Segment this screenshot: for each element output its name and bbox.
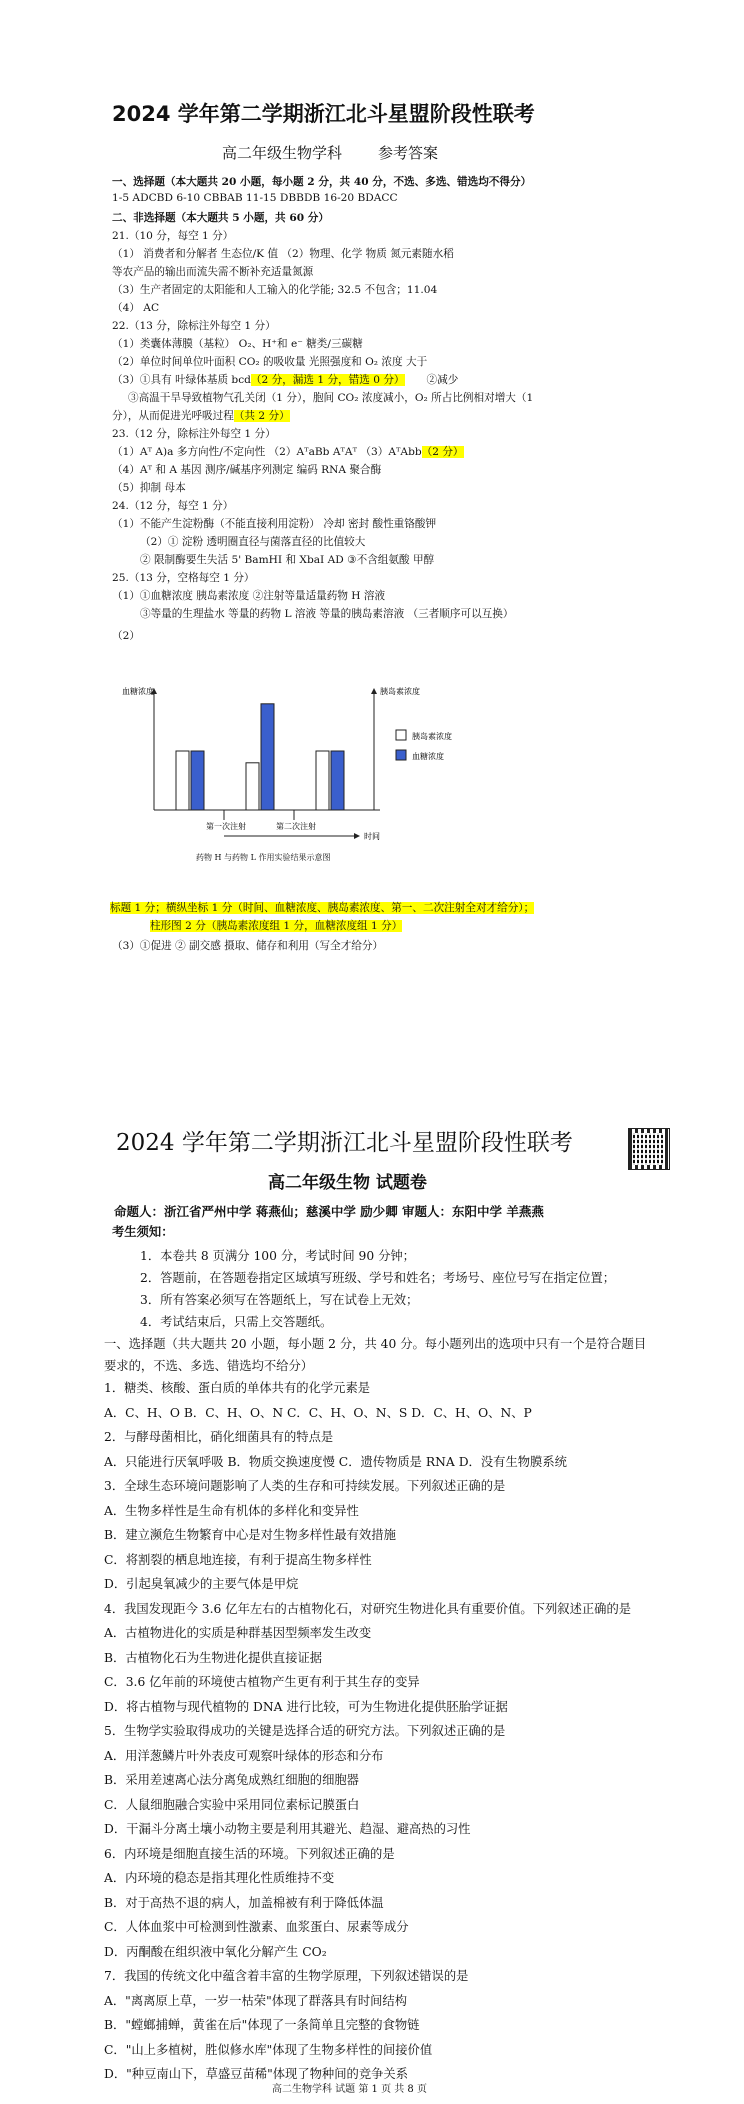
page-footer: 高二生物学科 试题 第 1 页 共 8 页 [272, 2084, 427, 2095]
answer-line: 23.（12 分，除标注外每空 1 分） [112, 428, 276, 440]
legend-glucose-label: 血糖浓度 [412, 752, 444, 761]
question-option: D．干漏斗分离土壤小动物主要是利用其避光、趋湿、避高热的习性 [104, 1822, 471, 1836]
question-stem: 7．我国的传统文化中蕴含着丰富的生物学原理，下列叙述错误的是 [104, 1969, 469, 1983]
answer-line [110, 900, 534, 915]
answer-line [150, 918, 402, 933]
answer-line: 25.（13 分，空格每空 1 分） [112, 572, 255, 584]
question-option: C．将割裂的栖息地连接，有利于提高生物多样性 [104, 1552, 372, 1567]
answer-line [112, 444, 464, 459]
answer-line: （3）生产者固定的太阳能和人工输入的化学能; 32.5 不包含；11.04 [112, 284, 438, 296]
answer-line [112, 372, 458, 387]
answer-line: 等农产品的输出而流失需不断补充适量氮源 [112, 266, 314, 278]
exam-subtitle: 高二年级生物 试题卷 [268, 1173, 427, 1193]
answer-title: 2024 学年第二学期浙江北斗星盟阶段性联考 [112, 102, 535, 126]
question-option: B．对于高热不退的病人，加盖棉被有利于降低体温 [104, 1895, 384, 1910]
answer-line: 24.（12 分，每空 1 分） [112, 500, 234, 512]
notice-item: 2．答题前，在答题卷指定区域填写班级、学号和姓名；考场号、座位号写在指定位置； [140, 1271, 616, 1285]
answer-line: 22.（13 分，除标注外每空 1 分） [112, 320, 276, 332]
q25-2-scoring-1: 标题 1 分；横纵坐标 1 分（时间、血糖浓度、胰岛素浓度、第一、二次注射全对才给分）； [110, 902, 535, 914]
question-option: A．只能进行厌氧呼吸 B．物质交换速度慢 C．遗传物质是 RNA D．没有生物膜系统 [104, 1454, 567, 1469]
question-option: A．古植物进化的实质是种群基因型频率发生改变 [104, 1626, 372, 1640]
answer-line: ② 限制酶要生失活 5' BamHI 和 XbaI AD ③不含组氨酸 甲醇 [140, 554, 435, 566]
x-axis-label: 时间 [364, 832, 380, 841]
answer-line: （4）Aᵀ 和 A 基因 测序/碱基序列测定 编码 RNA 聚合酶 [112, 464, 382, 476]
question-option: C．人鼠细胞融合实验中采用同位素标记膜蛋白 [104, 1797, 360, 1812]
answer-line: （5）抑制 母本 [112, 482, 186, 494]
left-axis-label: 血糖浓度 [122, 687, 154, 696]
notice-item: 3．所有答案必须写在答题纸上，写在试卷上无效； [140, 1293, 419, 1307]
question-stem: 1．糖类、核酸、蛋白质的单体共有的化学元素是 [104, 1381, 371, 1395]
question-stem: 4．我国发现距今 3.6 亿年左右的古植物化石，对研究生物进化具有重要价值。下列叙述正确的是 [104, 1601, 632, 1616]
result-chart [118, 678, 458, 846]
answer-line: （2） [112, 630, 140, 642]
answer-page [0, 0, 744, 1040]
second-injection-label: 第二次注射 [276, 822, 316, 831]
answer-subtitle [222, 142, 438, 163]
answer-line: 二、非选择题（本大题共 5 小题，共 60 分） [112, 212, 329, 224]
legend-insulin-swatch [396, 730, 406, 740]
answer-line: （1）①血糖浓度 胰岛素浓度 ②注射等量适量药物 H 溶液 [112, 590, 386, 602]
legend-glucose-swatch [396, 750, 406, 760]
question-option: B．"螳螂捕蝉，黄雀在后"体现了一条简单且完整的食物链 [104, 2018, 420, 2032]
qr-code-icon [628, 1128, 670, 1170]
first-injection-label: 第一次注射 [206, 822, 246, 831]
q22-3-score: （共 2 分） [233, 410, 290, 422]
answer-line: （4） AC [112, 302, 160, 314]
answer-subject: 高二年级生物学科 [222, 144, 343, 162]
notice-title: 考生须知： [112, 1224, 174, 1239]
question-option: D．"种豆南山下，草盛豆苗稀"体现了物种间的竞争关系 [104, 2067, 409, 2081]
answer-line: （1） 消费者和分解者 生态位/K 值 （2）物理、化学 物质 氮元素随水稻 [112, 248, 454, 260]
question-option: A．C、H、O B．C、H、O、N C．C、H、O、N、S D．C、H、O、N、P [104, 1405, 532, 1420]
question-option: C．"山上多植树，胜似修水库"体现了生物多样性的间接价值 [104, 2042, 433, 2057]
legend-insulin-label: 胰岛素浓度 [412, 732, 452, 741]
q22-3-text: （3）①具有 叶绿体基质 bcd [112, 374, 251, 386]
question-option: B．采用差速离心法分离兔成熟红细胞的细胞器 [104, 1773, 359, 1787]
q25-2-scoring-2: 柱形图 2 分（胰岛素浓度组 1 分，血糖浓度组 1 分） [150, 920, 403, 932]
question-option: A．内环境的稳态是指其理化性质维持不变 [104, 1871, 335, 1885]
bar-glucose-1 [191, 751, 204, 810]
section-intro-2: 要求的，不选、多选、错选均不给分） [104, 1359, 314, 1373]
answer-line: （3）①促进 ② 副交感 摄取、储存和利用（写全才给分） [112, 940, 384, 952]
bar-insulin-3 [316, 751, 329, 810]
question-option: D．引起臭氧减少的主要气体是甲烷 [104, 1577, 299, 1591]
answer-line: 21.（10 分，每空 1 分） [112, 230, 234, 242]
exam-title: 2024 学年第二学期浙江北斗星盟阶段性联考 [116, 1130, 573, 1156]
exam-authors: 命题人：浙江省严州中学 蒋燕仙；慈溪中学 励少卿 审题人：东阳中学 羊燕燕 [114, 1204, 544, 1219]
bar-insulin-2 [246, 763, 259, 810]
question-option: B．古植物化石为生物进化提供直接证据 [104, 1650, 323, 1665]
answer-line: （1）类囊体薄膜（基粒） O₂、H⁺和 e⁻ 糖类/三碳糖 [112, 338, 363, 350]
bar-insulin-1 [176, 751, 189, 810]
q22-3-reduce: ②减少 [426, 374, 459, 386]
answer-line: （1）不能产生淀粉酶（不能直接利用淀粉） 冷却 密封 酸性重铬酸钾 [112, 518, 437, 530]
question-stem: 6．内环境是细胞直接生活的环境。下列叙述正确的是 [104, 1846, 395, 1861]
question-option: B．建立濒危生物繁育中心是对生物多样性最有效措施 [104, 1528, 396, 1542]
q22-3-highlight: （2 分，漏选 1 分，错选 0 分） [250, 374, 405, 386]
question-option: C．人体血浆中可检测到性激素、血浆蛋白、尿素等成分 [104, 1920, 409, 1934]
q23-1-text: （1）Aᵀ A)a 多方向性/不定向性 （2）AᵀaBb AᵀAᵀ （3）AᵀAbb [112, 446, 422, 458]
answer-line: （2）单位时间单位叶面积 CO₂ 的吸收量 光照强度和 O₂ 浓度 大于 [112, 356, 428, 368]
bar-glucose-3 [331, 751, 344, 810]
question-option: A．"离离原上草，一岁一枯荣"体现了群落具有时间结构 [104, 1993, 408, 2008]
answer-line: ③高温干旱导致植物气孔关闭（1 分），胞间 CO₂ 浓度减小，O₂ 所占比例相对增大（1 [128, 392, 534, 404]
bar-glucose-2 [261, 704, 274, 810]
q22-3-tail: 分），从而促进光呼吸过程 [112, 410, 234, 422]
answer-line [112, 408, 290, 423]
answer-line: （2）① 淀粉 透明圈直径与菌落直径的比值较大 [140, 536, 366, 548]
section-intro: 一、选择题（共大题共 20 小题，每小题 2 分，共 40 分。每小题列出的选项中只有一个是符合题目 [104, 1337, 647, 1351]
time-arrow-head [354, 833, 360, 839]
notice-item: 1．本卷共 8 页满分 100 分，考试时间 90 分钟； [140, 1249, 415, 1263]
right-axis-arrow [371, 688, 377, 694]
answer-type: 参考答案 [378, 144, 439, 162]
q23-score: （2 分） [421, 446, 464, 458]
question-stem: 3．全球生态环境问题影响了人类的生存和可持续发展。下列叙述正确的是 [104, 1479, 506, 1493]
question-option: A．用洋葱鳞片叶外表皮可观察叶绿体的形态和分布 [104, 1748, 384, 1763]
question-option: D．将古植物与现代植物的 DNA 进行比较，可为生物进化提供胚胎学证据 [104, 1699, 508, 1714]
answer-line: 1-5 ADCBD 6-10 CBBAB 11-15 DBBDB 16-20 BDACC [112, 192, 398, 204]
question-stem: 2．与酵母菌相比，硝化细菌具有的特点是 [104, 1430, 334, 1444]
right-axis-label: 胰岛素浓度 [380, 687, 420, 696]
question-option: D．丙酮酸在组织液中氧化分解产生 CO₂ [104, 1944, 327, 1959]
notice-item: 4．考试结束后，只需上交答题纸。 [140, 1315, 333, 1329]
chart-caption: 药物 H 与药物 L 作用实验结果示意图 [196, 853, 331, 862]
question-option: A．生物多样性是生命有机体的多样化和变异性 [104, 1503, 359, 1518]
question-option: C．3.6 亿年前的环境使古植物产生更有利于其生存的变异 [104, 1675, 420, 1689]
question-stem: 5．生物学实验取得成功的关键是选择合适的研究方法。下列叙述正确的是 [104, 1724, 506, 1738]
answer-line: ③等量的生理盐水 等量的药物 L 溶液 等量的胰岛素溶液 （三者顺序可以互换） [140, 608, 514, 620]
answer-line: 一、选择题（本大题共 20 小题，每小题 2 分，共 40 分，不选、多选、错选均不得分） [112, 176, 532, 188]
